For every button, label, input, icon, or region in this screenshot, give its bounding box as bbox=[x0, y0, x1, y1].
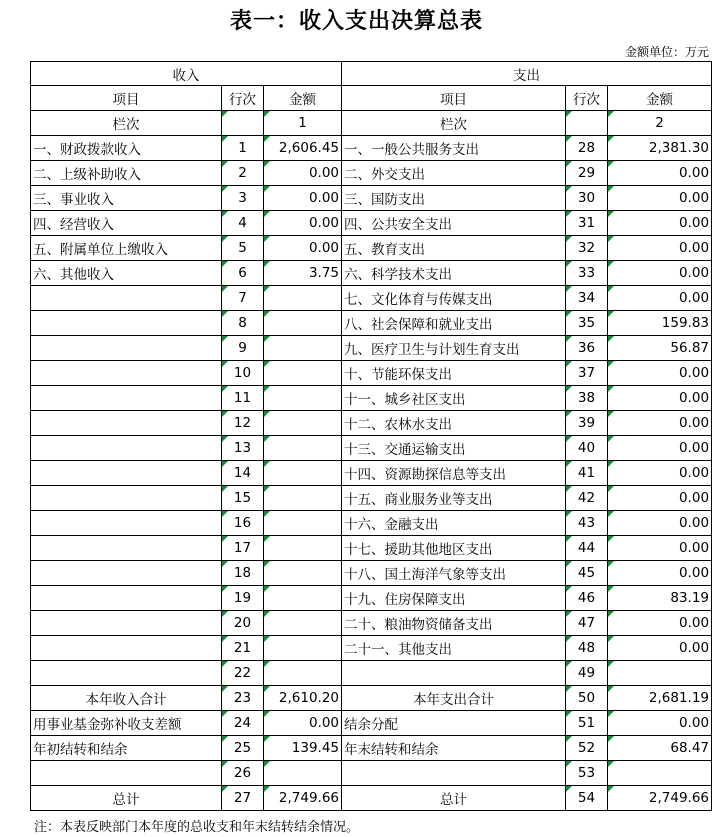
expense-item-cell: 十一、城乡社区支出 bbox=[342, 386, 566, 411]
expense-amount-cell: 0.00 bbox=[608, 286, 712, 311]
income-column-index-line bbox=[222, 111, 264, 136]
income-item-cell: 年初结转和结余 bbox=[31, 736, 222, 761]
expense-amount-cell: 0.00 bbox=[608, 361, 712, 386]
expense-item-cell: 十九、住房保障支出 bbox=[342, 586, 566, 611]
expense-line-cell: 53 bbox=[566, 761, 608, 786]
expense-amount-cell: 0.00 bbox=[608, 236, 712, 261]
income-line-cell: 17 bbox=[222, 536, 264, 561]
income-item-cell bbox=[31, 286, 222, 311]
income-item-cell bbox=[31, 486, 222, 511]
income-item-cell bbox=[31, 436, 222, 461]
table-row bbox=[31, 336, 712, 361]
income-amount-cell bbox=[264, 436, 342, 461]
income-amount-cell bbox=[264, 611, 342, 636]
income-line-cell: 11 bbox=[222, 386, 264, 411]
expense-item-cell bbox=[342, 661, 566, 686]
table-row bbox=[31, 211, 712, 236]
expense-line-cell: 35 bbox=[566, 311, 608, 336]
income-item-header: 项目 bbox=[31, 86, 222, 111]
table-row bbox=[31, 611, 712, 636]
income-item-cell bbox=[31, 536, 222, 561]
table-row bbox=[31, 286, 712, 311]
expense-item-cell: 二十、粮油物资储备支出 bbox=[342, 611, 566, 636]
income-line-cell: 9 bbox=[222, 336, 264, 361]
income-line-cell: 25 bbox=[222, 736, 264, 761]
table-row bbox=[31, 761, 712, 786]
income-line-cell: 26 bbox=[222, 761, 264, 786]
income-amount-cell: 3.75 bbox=[264, 261, 342, 286]
income-amount-cell bbox=[264, 761, 342, 786]
expense-line-cell: 38 bbox=[566, 386, 608, 411]
expense-item-cell bbox=[342, 761, 566, 786]
expense-amount-cell: 0.00 bbox=[608, 561, 712, 586]
expense-line-cell: 47 bbox=[566, 611, 608, 636]
expense-amount-cell: 0.00 bbox=[608, 211, 712, 236]
table-row bbox=[31, 686, 712, 711]
income-expense-table bbox=[30, 61, 712, 811]
expense-item-cell: 八、社会保障和就业支出 bbox=[342, 311, 566, 336]
expense-line-cell: 45 bbox=[566, 561, 608, 586]
income-line-cell: 20 bbox=[222, 611, 264, 636]
expense-line-cell: 41 bbox=[566, 461, 608, 486]
expense-line-cell: 30 bbox=[566, 186, 608, 211]
expense-item-cell: 十八、国土海洋气象等支出 bbox=[342, 561, 566, 586]
expense-item-cell: 年末结转和结余 bbox=[342, 736, 566, 761]
income-line-cell: 19 bbox=[222, 586, 264, 611]
income-amount-cell bbox=[264, 586, 342, 611]
expense-item-cell: 十三、交通运输支出 bbox=[342, 436, 566, 461]
expense-amount-cell: 0.00 bbox=[608, 611, 712, 636]
table-row bbox=[31, 311, 712, 336]
income-line-cell: 24 bbox=[222, 711, 264, 736]
income-line-cell: 27 bbox=[222, 786, 264, 811]
income-line-cell: 5 bbox=[222, 236, 264, 261]
income-item-cell: 四、经营收入 bbox=[31, 211, 222, 236]
income-amount-cell: 139.45 bbox=[264, 736, 342, 761]
income-item-cell bbox=[31, 311, 222, 336]
table-row bbox=[31, 436, 712, 461]
income-line-cell: 21 bbox=[222, 636, 264, 661]
income-amount-cell bbox=[264, 286, 342, 311]
income-amount-cell: 0.00 bbox=[264, 186, 342, 211]
income-line-cell: 2 bbox=[222, 161, 264, 186]
income-amount-cell bbox=[264, 661, 342, 686]
expense-line-cell: 28 bbox=[566, 136, 608, 161]
income-amount-cell bbox=[264, 336, 342, 361]
table-row bbox=[31, 586, 712, 611]
income-item-cell: 五、附属单位上缴收入 bbox=[31, 236, 222, 261]
income-line-cell: 22 bbox=[222, 661, 264, 686]
expense-line-cell: 33 bbox=[566, 261, 608, 286]
income-column-index: 1 bbox=[264, 111, 342, 136]
income-line-cell: 7 bbox=[222, 286, 264, 311]
table-row bbox=[31, 636, 712, 661]
expense-item-cell: 总计 bbox=[342, 786, 566, 811]
expense-item-cell: 二十一、其他支出 bbox=[342, 636, 566, 661]
expense-column-index: 2 bbox=[608, 111, 712, 136]
table-row bbox=[31, 536, 712, 561]
expense-amount-cell: 0.00 bbox=[608, 536, 712, 561]
expense-item-cell: 结余分配 bbox=[342, 711, 566, 736]
expense-line-header: 行次 bbox=[566, 86, 608, 111]
income-line-cell: 23 bbox=[222, 686, 264, 711]
income-item-cell: 一、财政拨款收入 bbox=[31, 136, 222, 161]
expense-item-cell: 三、国防支出 bbox=[342, 186, 566, 211]
income-item-cell bbox=[31, 386, 222, 411]
expense-amount-cell: 56.87 bbox=[608, 336, 712, 361]
income-item-cell: 二、上级补助收入 bbox=[31, 161, 222, 186]
table-row bbox=[31, 161, 712, 186]
income-line-cell: 13 bbox=[222, 436, 264, 461]
income-item-cell bbox=[31, 586, 222, 611]
expense-amount-cell: 2,749.66 bbox=[608, 786, 712, 811]
expense-item-cell: 一、一般公共服务支出 bbox=[342, 136, 566, 161]
table-row bbox=[31, 386, 712, 411]
expense-amount-cell: 0.00 bbox=[608, 386, 712, 411]
table-row bbox=[31, 461, 712, 486]
expense-line-cell: 34 bbox=[566, 286, 608, 311]
table-row bbox=[31, 261, 712, 286]
income-line-cell: 12 bbox=[222, 411, 264, 436]
expense-line-cell: 44 bbox=[566, 536, 608, 561]
income-item-cell: 本年收入合计 bbox=[31, 686, 222, 711]
expense-amount-cell bbox=[608, 661, 712, 686]
expense-amount-cell: 0.00 bbox=[608, 711, 712, 736]
income-amount-cell: 0.00 bbox=[264, 161, 342, 186]
income-amount-cell: 2,610.20 bbox=[264, 686, 342, 711]
expense-amount-header: 金额 bbox=[608, 86, 712, 111]
expense-amount-cell bbox=[608, 761, 712, 786]
expense-line-cell: 54 bbox=[566, 786, 608, 811]
expense-item-cell: 本年支出合计 bbox=[342, 686, 566, 711]
expense-line-cell: 32 bbox=[566, 236, 608, 261]
expense-line-cell: 29 bbox=[566, 161, 608, 186]
income-line-cell: 8 bbox=[222, 311, 264, 336]
income-amount-cell bbox=[264, 311, 342, 336]
expense-line-cell: 46 bbox=[566, 586, 608, 611]
expense-amount-cell: 68.47 bbox=[608, 736, 712, 761]
income-amount-cell bbox=[264, 536, 342, 561]
expense-item-cell: 十六、金融支出 bbox=[342, 511, 566, 536]
income-amount-cell bbox=[264, 361, 342, 386]
income-line-cell: 15 bbox=[222, 486, 264, 511]
expense-line-cell: 51 bbox=[566, 711, 608, 736]
income-amount-cell bbox=[264, 511, 342, 536]
expense-amount-cell: 0.00 bbox=[608, 486, 712, 511]
expense-amount-cell: 0.00 bbox=[608, 161, 712, 186]
expense-amount-cell: 0.00 bbox=[608, 511, 712, 536]
expense-amount-cell: 0.00 bbox=[608, 186, 712, 211]
table-row bbox=[31, 411, 712, 436]
table-row bbox=[31, 361, 712, 386]
income-group-header: 收入 bbox=[31, 62, 342, 86]
income-item-cell bbox=[31, 661, 222, 686]
income-item-cell bbox=[31, 611, 222, 636]
expense-amount-cell: 159.83 bbox=[608, 311, 712, 336]
expense-item-cell: 四、公共安全支出 bbox=[342, 211, 566, 236]
expense-line-cell: 36 bbox=[566, 336, 608, 361]
income-line-cell: 18 bbox=[222, 561, 264, 586]
table-note: 注：本表反映部门本年度的总收支和年末结转结余情况。 bbox=[34, 820, 360, 835]
income-amount-cell: 2,606.45 bbox=[264, 136, 342, 161]
expense-line-cell: 43 bbox=[566, 511, 608, 536]
income-column-index-label: 栏次 bbox=[31, 111, 222, 136]
expense-item-cell: 七、文化体育与传媒支出 bbox=[342, 286, 566, 311]
expense-line-cell: 37 bbox=[566, 361, 608, 386]
income-line-cell: 4 bbox=[222, 211, 264, 236]
expense-item-cell: 十五、商业服务业等支出 bbox=[342, 486, 566, 511]
expense-amount-cell: 0.00 bbox=[608, 436, 712, 461]
income-item-cell bbox=[31, 336, 222, 361]
expense-column-index-line bbox=[566, 111, 608, 136]
income-item-cell bbox=[31, 561, 222, 586]
income-amount-cell: 0.00 bbox=[264, 711, 342, 736]
income-item-cell bbox=[31, 461, 222, 486]
income-amount-cell: 2,749.66 bbox=[264, 786, 342, 811]
income-line-cell: 14 bbox=[222, 461, 264, 486]
expense-line-cell: 31 bbox=[566, 211, 608, 236]
expense-amount-cell: 0.00 bbox=[608, 411, 712, 436]
expense-item-cell: 十、节能环保支出 bbox=[342, 361, 566, 386]
expense-amount-cell: 2,681.19 bbox=[608, 686, 712, 711]
expense-line-cell: 50 bbox=[566, 686, 608, 711]
table-row bbox=[31, 561, 712, 586]
expense-item-cell: 十四、资源勘探信息等支出 bbox=[342, 461, 566, 486]
income-amount-cell bbox=[264, 486, 342, 511]
expense-item-header: 项目 bbox=[342, 86, 566, 111]
table-row bbox=[31, 486, 712, 511]
expense-amount-cell: 0.00 bbox=[608, 461, 712, 486]
table-row bbox=[31, 511, 712, 536]
expense-line-cell: 40 bbox=[566, 436, 608, 461]
table-row bbox=[31, 236, 712, 261]
expense-item-cell: 十二、农林水支出 bbox=[342, 411, 566, 436]
income-item-cell bbox=[31, 636, 222, 661]
income-amount-cell bbox=[264, 461, 342, 486]
expense-group-header: 支出 bbox=[342, 62, 712, 86]
income-line-header: 行次 bbox=[222, 86, 264, 111]
income-line-cell: 3 bbox=[222, 186, 264, 211]
income-item-cell: 用事业基金弥补收支差额 bbox=[31, 711, 222, 736]
amount-unit: 金额单位：万元 bbox=[624, 45, 709, 59]
table-row bbox=[31, 711, 712, 736]
income-amount-cell bbox=[264, 636, 342, 661]
expense-amount-cell: 0.00 bbox=[608, 636, 712, 661]
income-amount-cell: 0.00 bbox=[264, 211, 342, 236]
income-amount-cell bbox=[264, 561, 342, 586]
income-line-cell: 6 bbox=[222, 261, 264, 286]
expense-line-cell: 48 bbox=[566, 636, 608, 661]
income-item-cell bbox=[31, 411, 222, 436]
income-line-cell: 1 bbox=[222, 136, 264, 161]
page-title: 表一：收入支出决算总表 bbox=[229, 8, 483, 34]
expense-item-cell: 十七、援助其他地区支出 bbox=[342, 536, 566, 561]
table-row bbox=[31, 786, 712, 811]
income-item-cell: 三、事业收入 bbox=[31, 186, 222, 211]
expense-line-cell: 49 bbox=[566, 661, 608, 686]
income-line-cell: 10 bbox=[222, 361, 264, 386]
table-row bbox=[31, 186, 712, 211]
income-amount-cell bbox=[264, 386, 342, 411]
income-amount-cell: 0.00 bbox=[264, 236, 342, 261]
expense-item-cell: 六、科学技术支出 bbox=[342, 261, 566, 286]
income-amount-cell bbox=[264, 411, 342, 436]
income-item-cell: 六、其他收入 bbox=[31, 261, 222, 286]
table-row bbox=[31, 661, 712, 686]
expense-amount-cell: 83.19 bbox=[608, 586, 712, 611]
expense-amount-cell: 2,381.30 bbox=[608, 136, 712, 161]
expense-line-cell: 52 bbox=[566, 736, 608, 761]
income-item-cell bbox=[31, 761, 222, 786]
expense-item-cell: 九、医疗卫生与计划生育支出 bbox=[342, 336, 566, 361]
income-item-cell bbox=[31, 511, 222, 536]
income-line-cell: 16 bbox=[222, 511, 264, 536]
expense-column-index-label: 栏次 bbox=[342, 111, 566, 136]
expense-amount-cell: 0.00 bbox=[608, 261, 712, 286]
table-row bbox=[31, 136, 712, 161]
income-item-cell bbox=[31, 361, 222, 386]
table-row bbox=[31, 736, 712, 761]
expense-item-cell: 二、外交支出 bbox=[342, 161, 566, 186]
expense-line-cell: 42 bbox=[566, 486, 608, 511]
income-amount-header: 金额 bbox=[264, 86, 342, 111]
expense-line-cell: 39 bbox=[566, 411, 608, 436]
income-item-cell: 总计 bbox=[31, 786, 222, 811]
expense-item-cell: 五、教育支出 bbox=[342, 236, 566, 261]
